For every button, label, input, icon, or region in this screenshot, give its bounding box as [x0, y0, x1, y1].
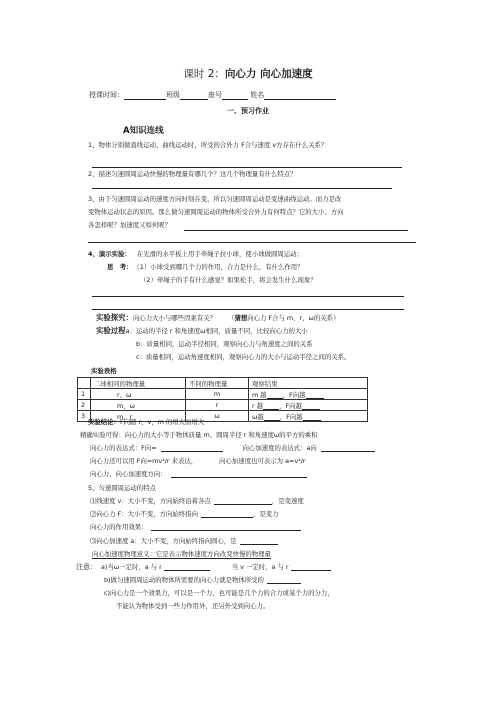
- lesson-title: 向心力 向心加速度: [224, 68, 313, 80]
- notes-blank-2[interactable]: [291, 563, 331, 571]
- answer-line-2[interactable]: [92, 188, 392, 189]
- answer-line-4b[interactable]: [92, 309, 404, 310]
- row-same: r、ω: [91, 389, 186, 400]
- name-blank[interactable]: [264, 92, 336, 100]
- question-2: 2、描述匀速圆周运动快慢的物理量有哪几个？这几个物理量有什么特点？: [88, 170, 297, 178]
- time-blank[interactable]: [124, 92, 166, 100]
- process-a: a：运动的半径 r 和角速度ω相同，质量不同，比较向心力的大小: [125, 327, 308, 335]
- result-blank[interactable]: [303, 413, 321, 421]
- row-result: r 越 ，F向越: [249, 400, 368, 411]
- section-one-heading: 一、预习作业: [227, 107, 269, 115]
- table-row: [78, 389, 368, 400]
- process-b: b：质量相同，运动半径相同，观察向心力与角速度之间的关系: [136, 340, 313, 348]
- process-label: 实验过程: [96, 326, 126, 335]
- table-label: 实验表格: [91, 367, 117, 375]
- demo-row: [88, 250, 303, 258]
- answer-line-3b[interactable]: [88, 242, 416, 243]
- notes-row-b: b)做匀速圆周运动的物体所需要的向心力就是物体所受的: [104, 576, 301, 584]
- q5-point-2: ⑵向心力 F：大小不变，方向始终指向 ，是变力: [90, 510, 279, 518]
- table-header-no: [78, 378, 91, 389]
- seat-label: 座号: [208, 91, 222, 99]
- force-expression-blank[interactable]: [161, 444, 223, 452]
- row-diff: ω: [186, 411, 249, 422]
- process-row: [96, 327, 308, 335]
- section-a-heading: A知识连线: [123, 126, 164, 136]
- experiment-table: [77, 377, 368, 422]
- table-header-result: 观察结果: [249, 378, 368, 389]
- q5-accel-meaning: 向心加速度物理意义：它是表示物体速度方向改变快慢的物理量: [92, 550, 271, 558]
- conclusion-row: [88, 418, 204, 426]
- class-blank[interactable]: [180, 92, 208, 100]
- q5-effect-row: 向心力的作用效果：: [90, 523, 301, 531]
- row-result: ω越 ，F向越: [249, 411, 368, 422]
- force-expression-row: [90, 444, 375, 452]
- q5-point-3: ⑶向心加速度 a：大小不变，方向始终指向圆心，是: [90, 537, 278, 545]
- demo-text: 在光滑的水平板上用手牵绳子拉小球，使小球做圆周运动；: [136, 250, 303, 258]
- notes-blank-3[interactable]: [267, 576, 301, 584]
- row-number: 2: [78, 400, 91, 411]
- result-blank[interactable]: [302, 402, 320, 410]
- table-header-row: [78, 378, 368, 389]
- conclusion-precise: 精确实验可得：向心力的大小等于物体质量 m、圆周半径 r 和角速度ω的平方的乘积: [80, 431, 318, 439]
- page-title: [0, 66, 496, 81]
- question-1: 1、物体分别做直线运动、曲线运动时，所受的合外力 F合与速度 v方存在什么关系？: [88, 141, 328, 149]
- table-header-same: 二球相同的物理量: [91, 378, 186, 389]
- guess-label: 猜想: [234, 314, 248, 322]
- notes-blank-1[interactable]: [164, 563, 210, 571]
- direction-blank[interactable]: [171, 470, 307, 478]
- force-alt: 向心力还可以用 F向=mv²/r 来表达，: [90, 457, 198, 465]
- result-blank[interactable]: [264, 413, 280, 421]
- q5-title: 5、匀速圆周运动的特点: [88, 484, 156, 492]
- answer-line-3a[interactable]: [184, 230, 408, 231]
- question-3-line-1: 3、由于匀速圆周运动的速度方向时刻在变，所以匀速圆周运动是变速曲线运动。而力是改: [88, 195, 342, 203]
- answer-line-4a[interactable]: [92, 296, 404, 297]
- row-number: 3: [78, 411, 91, 422]
- explore-row: 实验探究：向心力大小与哪些因素有关？ （猜想向心力 F合与 m、r、ω的关系）: [96, 313, 340, 322]
- table-row: [78, 400, 368, 411]
- accel-alt: 向心加速度也可表示为 a=v²/r: [219, 457, 306, 465]
- conclusion-label: 实验结论：: [88, 418, 120, 426]
- force-expression: 向心力的表达式：F向=: [90, 444, 157, 452]
- notes-label: 注意：: [76, 563, 97, 571]
- info-row: [89, 91, 336, 100]
- q5-point-1: ⑴线速度 v：大小不变，方向始终沿着各点 ，是变速度: [90, 497, 304, 505]
- direction-label: 向心力、向心加速度方向：: [90, 470, 167, 478]
- result-blank[interactable]: [306, 391, 324, 399]
- row-number: 1: [78, 389, 91, 400]
- q5-blank-1[interactable]: [214, 497, 272, 505]
- conclusion-text: F向随 r、v、m 的增大而增大: [119, 418, 205, 426]
- think-1: （1）小球受到哪几个力的作用，合力是什么，有什么作用？: [136, 263, 304, 271]
- think-label: 思 考：: [107, 263, 133, 271]
- demo-label: 4、演示实验：: [88, 250, 131, 258]
- notes-row-c1: c)向心力是一个效果力，可以是一个力，也可能是几个力的合力或某个力的分力，: [104, 589, 334, 597]
- time-label: 授课时间：: [89, 91, 124, 99]
- question-3-line-3: 各怎样呢？加速度又如何呢？: [88, 221, 172, 229]
- seat-blank[interactable]: [222, 92, 248, 100]
- name-label: 姓名: [250, 91, 265, 99]
- guess-text: 向心力 F合与 m、r、ω的关系）: [247, 314, 340, 322]
- answer-line-1[interactable]: [92, 167, 402, 168]
- row-diff: m: [186, 389, 249, 400]
- direction-row: [90, 470, 307, 478]
- think-2: （2）牵绳子的手有什么感觉？如果松手，将会发生什么现象？: [140, 276, 317, 284]
- row-diff: r: [186, 400, 249, 411]
- q5-blank-3[interactable]: [240, 537, 278, 545]
- row-result: m 越 ，F向越: [249, 389, 368, 400]
- accel-expression-blank[interactable]: [321, 444, 375, 452]
- notes-row-a: 注意： a)当ω一定时，a 与 r 当 v 一定时，a 与 r: [76, 563, 331, 571]
- row-same: m、r: [91, 411, 186, 422]
- q5-effect-blank[interactable]: [151, 523, 301, 531]
- alt-expression-row: [90, 457, 305, 465]
- explore-label: 实验探究：: [96, 313, 133, 322]
- process-c: c：质量相同，运动角速度相同，观察向心力的大小与运动半径之间的关系。: [136, 353, 351, 361]
- lesson-label: 课时 2：: [183, 68, 225, 80]
- explore-text: 向心力大小与哪些因素有关？: [132, 314, 217, 322]
- accel-expression: 向心加速度的表达式：a向: [242, 444, 317, 452]
- notes-row-c2: 不能认为物体受到一些力作用外，还另外受到向心力。: [116, 602, 270, 610]
- question-3-line-2: 变物体运动状态的原因。那么做匀速圆周运动的物体所受合外力有何特点？它的大小、方向: [88, 208, 344, 216]
- result-blank[interactable]: [267, 391, 283, 399]
- row-same: m、ω: [91, 400, 186, 411]
- table-header-diff: 不同的物理量: [186, 378, 249, 389]
- think-row: [107, 263, 304, 271]
- class-label: 班级: [166, 91, 180, 99]
- result-blank[interactable]: [263, 402, 279, 410]
- q5-blank-2[interactable]: [201, 510, 253, 518]
